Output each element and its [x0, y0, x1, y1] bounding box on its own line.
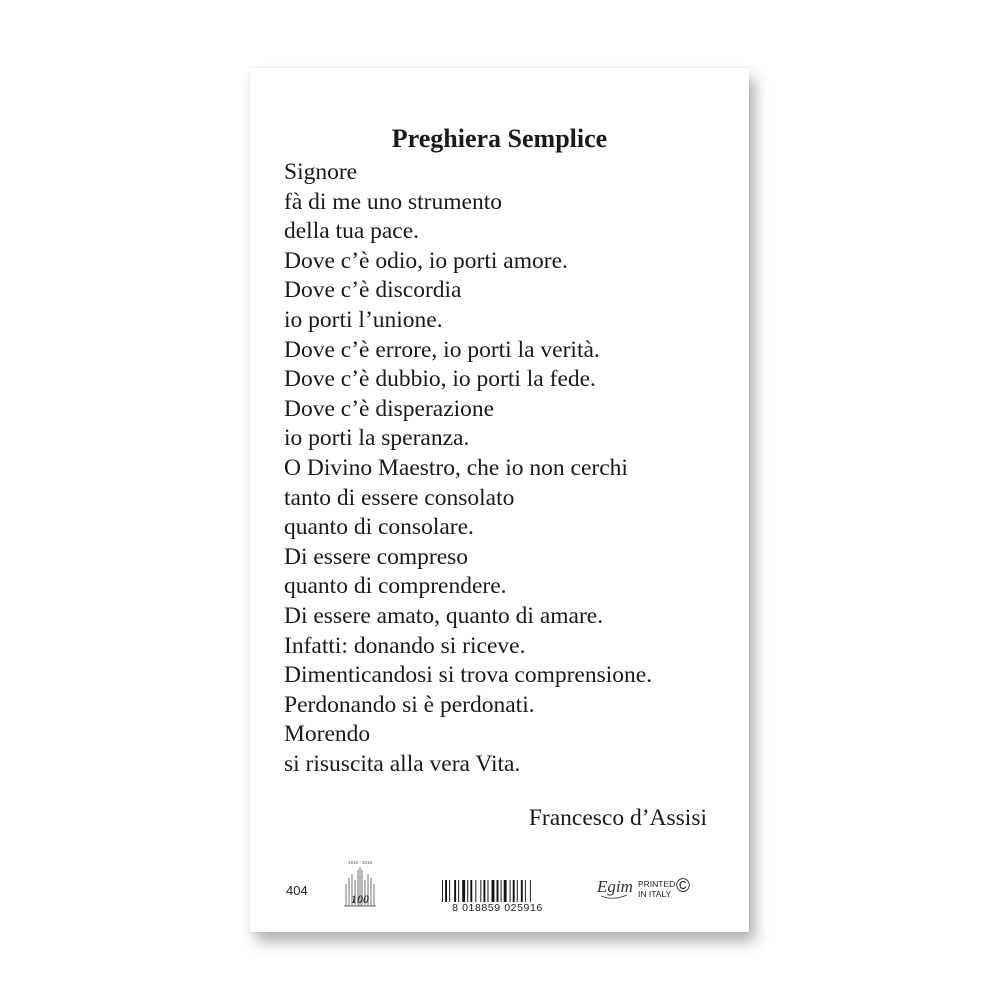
barcode-bar — [483, 880, 485, 902]
barcode-bar — [467, 880, 468, 902]
barcode — [440, 880, 555, 918]
printed-in-italy — [638, 879, 676, 899]
prayer-line: Dove c’è odio, io porti amore. — [284, 247, 568, 274]
barcode-bar — [501, 880, 502, 902]
barcode-bar — [525, 880, 526, 902]
prayer-card — [250, 68, 749, 932]
prayer-line: si risuscita alla vera Vita. — [284, 750, 521, 777]
barcode-bar — [517, 880, 518, 902]
barcode-bar — [504, 880, 507, 902]
barcode-bar — [530, 880, 531, 902]
copyright-icon: © — [676, 876, 690, 897]
barcode-bar — [454, 880, 456, 902]
prayer-line: quanto di comprendere. — [284, 573, 507, 600]
prayer-line: io porti la speranza. — [284, 425, 470, 452]
prayer-line: Dove c’è discordia — [284, 277, 462, 304]
printed-line: IN ITALY — [638, 889, 672, 899]
barcode-bar — [445, 880, 447, 902]
anniversary-logo-icon — [340, 858, 380, 914]
prayer-line: Dimenticandosi si trova comprensione. — [284, 662, 653, 689]
prayer-line: tanto di essere consolato — [284, 484, 515, 511]
prayer-line: Dove c’è errore, io porti la verità. — [284, 336, 600, 363]
prayer-line: fà di me uno strumento — [284, 188, 502, 215]
barcode-bar — [470, 880, 472, 902]
prayer-line: quanto di consolare. — [284, 514, 474, 541]
prayer-line: io porti l’unione. — [284, 306, 443, 333]
barcode-bar — [442, 880, 443, 902]
barcode-bar — [480, 880, 481, 902]
brand-logo-text: Egim — [597, 877, 633, 896]
printed-line: PRINTED — [638, 879, 676, 889]
prayer-line: Di essere amato, quanto di amare. — [284, 602, 604, 629]
prayer-line: Di essere compreso — [284, 543, 469, 570]
prayer-title: Preghiera Semplice — [391, 124, 608, 153]
barcode-bar — [488, 880, 489, 902]
barcode-bar — [513, 880, 515, 902]
prayer-line: O Divino Maestro, che io non cerchi — [284, 454, 628, 481]
barcode-bar — [462, 880, 465, 902]
barcode-bars-icon — [440, 880, 555, 902]
barcode-bar — [510, 880, 511, 902]
barcode-bar — [492, 880, 495, 902]
prayer-line: Dove c’è disperazione — [284, 395, 495, 422]
prayer-line: Perdonando si è perdonati. — [284, 691, 535, 718]
prayer-line: Infatti: donando si riceve. — [284, 632, 526, 659]
barcode-bar — [458, 880, 459, 902]
barcode-number: 8 018859 025916 — [452, 902, 543, 914]
prayer-text — [284, 158, 652, 779]
product-code: 404 — [286, 883, 308, 898]
prayer-line: Morendo — [284, 721, 371, 748]
egim-logo-icon — [595, 868, 633, 908]
prayer-line: Dove c’è dubbio, io porti la fede. — [284, 366, 596, 393]
barcode-bar — [449, 880, 450, 902]
prayer-line: della tua pace. — [284, 218, 420, 245]
anniversary-years: 1916 - 2016 — [347, 860, 373, 865]
barcode-bar — [475, 880, 476, 902]
barcode-bar — [521, 880, 523, 902]
prayer-line: Signore — [284, 159, 358, 185]
barcode-bar — [497, 880, 499, 902]
anniversary-number: 100 — [351, 892, 369, 906]
prayer-author: Francesco d’Assisi — [528, 805, 707, 831]
